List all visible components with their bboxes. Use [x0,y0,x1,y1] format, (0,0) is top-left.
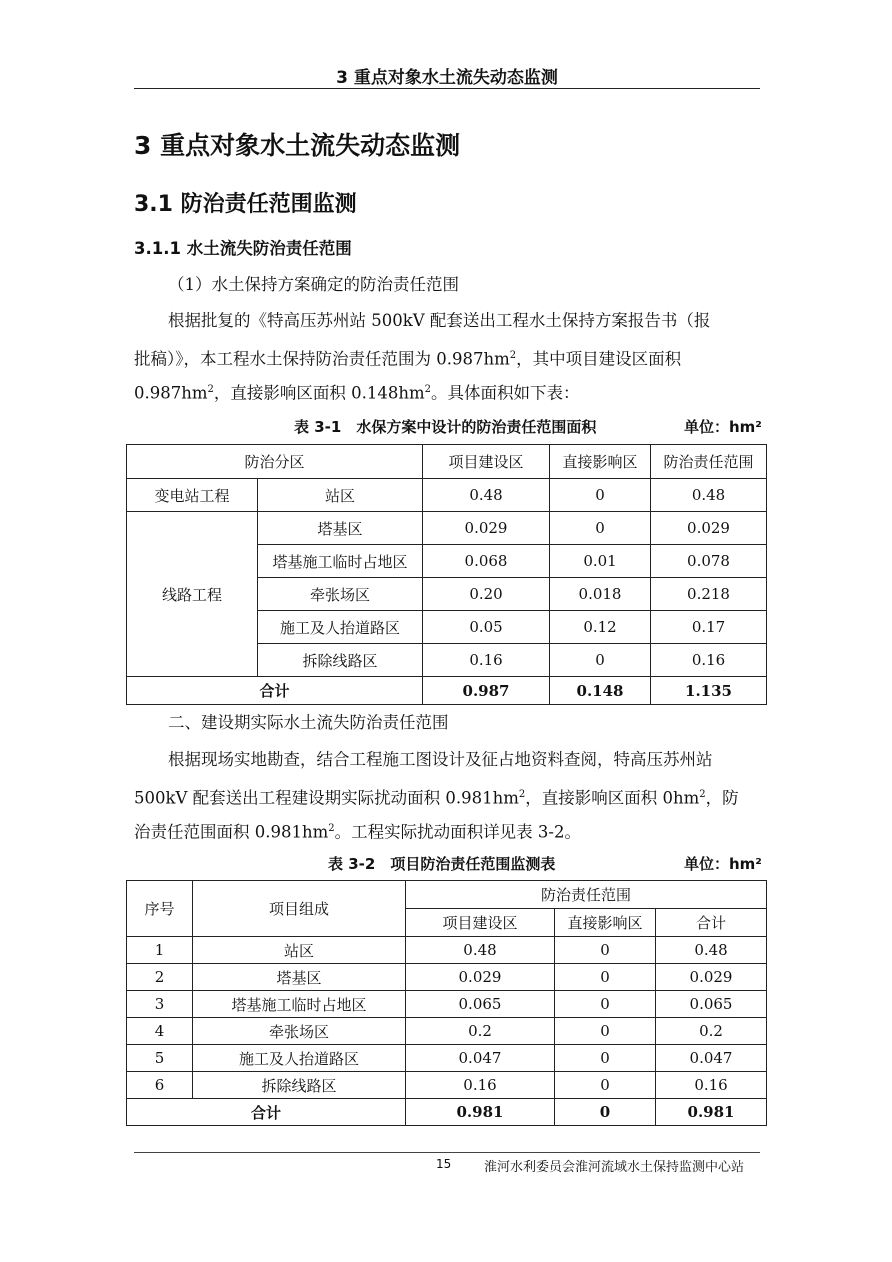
superscript: 2 [207,384,214,395]
value-cell: 0.48 [423,479,550,512]
index-cell: 6 [127,1072,193,1099]
value-cell: 0.48 [656,937,767,964]
value-cell: 0.48 [406,937,555,964]
value-cell: 0.16 [406,1072,555,1099]
value-cell: 0.065 [406,991,555,1018]
total-cell: 0.987 [423,677,550,705]
section-title: 3.1 防治责任范围监测 [134,192,357,217]
value-cell: 0.16 [656,1072,767,1099]
text-run: 治责任范围面积 0.981hm [134,822,329,842]
header-rule [134,88,760,89]
value-cell: 0.16 [423,644,550,677]
value-cell: 0.029 [651,512,767,545]
text-run: 批稿）》，本工程水土保持防治责任范围为 0.987hm [134,349,510,369]
value-cell: 0.047 [406,1045,555,1072]
value-cell: 0 [555,1072,656,1099]
total-label: 合计 [127,677,423,705]
header-cell: 直接影响区 [550,445,651,479]
page-number: 15 [436,1157,452,1171]
value-cell: 0.029 [406,964,555,991]
index-cell: 5 [127,1045,193,1072]
index-cell: 2 [127,964,193,991]
table1-unit: 单位：hm² [684,418,762,436]
total-cell: 0.148 [550,677,651,705]
value-cell: 0 [555,991,656,1018]
text-run: 。具体面积如下表： [431,383,580,403]
para-heading-2: 二、建设期实际水土流失防治责任范围 [168,713,449,732]
table2-unit: 单位：hm² [684,855,762,873]
value-cell: 0.047 [656,1045,767,1072]
footer-rule [134,1152,760,1153]
value-cell: 0 [555,1018,656,1045]
header-cell: 序号 [127,881,193,937]
zone-cell: 牵张场区 [258,578,423,611]
value-cell: 0 [555,937,656,964]
value-cell: 0.2 [656,1018,767,1045]
value-cell: 0.065 [656,991,767,1018]
header-cell: 项目建设区 [423,445,550,479]
value-cell: 0.018 [550,578,651,611]
value-cell: 0.48 [651,479,767,512]
header-cell: 直接影响区 [555,909,656,937]
value-cell: 0.218 [651,578,767,611]
superscript: 2 [518,789,526,800]
header-cell: 项目组成 [193,881,406,937]
total-cell: 0 [555,1099,656,1126]
superscript: 2 [509,350,517,361]
total-cell: 0.981 [656,1099,767,1126]
running-header: 3 重点对象水土流失动态监测 [336,68,558,88]
value-cell: 0.029 [656,964,767,991]
group-cell: 变电站工程 [127,479,258,512]
value-cell: 0.05 [423,611,550,644]
text-run: ，直接影响区面积 0.148hm [213,383,425,403]
text-run: 0.987hm [134,383,208,403]
value-cell: 0.12 [550,611,651,644]
item-cell: 牵张场区 [193,1018,406,1045]
zone-cell: 塔基施工临时占地区 [258,545,423,578]
value-cell: 0.17 [651,611,767,644]
item-cell: 站区 [193,937,406,964]
value-cell: 0 [550,644,651,677]
para4-line1: 根据现场实地勘查，结合工程施工图设计及征占地资料查阅，特高压苏州站 [168,750,713,769]
text-run: ，防 [705,788,739,808]
text-run: ，直接影响区面积 0hm [525,788,700,808]
para4-line2 [134,779,739,814]
total-cell: 0.981 [406,1099,555,1126]
superscript: 2 [328,823,335,834]
value-cell: 0.01 [550,545,651,578]
value-cell: 0.20 [423,578,550,611]
value-cell: 0.029 [423,512,550,545]
para2-line1: 根据批复的《特高压苏州站 500kV 配套送出工程水土保持方案报告书（报 [168,311,711,330]
table-3-2 [126,880,767,1126]
item-cell: 塔基区 [193,964,406,991]
value-cell: 0.16 [651,644,767,677]
item-cell: 塔基施工临时占地区 [193,991,406,1018]
group-cell: 线路工程 [127,512,258,677]
text-run: ，其中项目建设区面积 [516,349,682,369]
value-cell: 0.068 [423,545,550,578]
header-cell: 合计 [656,909,767,937]
value-cell: 0 [555,964,656,991]
value-cell: 0 [555,1045,656,1072]
total-label: 合计 [127,1099,406,1126]
table1-caption: 表 3-1 水保方案中设计的防治责任范围面积 [294,418,597,436]
value-cell: 0.2 [406,1018,555,1045]
value-cell: 0.078 [651,545,767,578]
total-cell: 1.135 [651,677,767,705]
chapter-title: 3 重点对象水土流失动态监测 [134,131,461,160]
zone-cell: 拆除线路区 [258,644,423,677]
index-cell: 1 [127,937,193,964]
header-group-cell: 防治责任范围 [406,881,767,909]
index-cell: 4 [127,1018,193,1045]
subsection-title: 3.1.1 水土流失防治责任范围 [134,239,352,258]
zone-cell: 塔基区 [258,512,423,545]
para4-line3 [134,813,581,848]
value-cell: 0 [550,479,651,512]
header-cell: 项目建设区 [406,909,555,937]
table-3-1 [126,444,767,705]
superscript: 2 [424,384,432,395]
superscript: 2 [699,789,706,800]
item-cell: 拆除线路区 [193,1072,406,1099]
text-run: 。工程实际扰动面积详见表 3-2。 [334,822,581,842]
item-cell: 施工及人抬道路区 [193,1045,406,1072]
index-cell: 3 [127,991,193,1018]
para-heading-1: （1）水土保持方案确定的防治责任范围 [168,275,459,294]
header-cell: 防治责任范围 [651,445,767,479]
para2-line3 [134,374,580,409]
para2-line2 [134,340,681,375]
text-run: 500kV 配套送出工程建设期实际扰动面积 0.981hm [134,788,519,808]
header-cell: 防治分区 [127,445,423,479]
zone-cell: 站区 [258,479,423,512]
table2-caption: 表 3-2 项目防治责任范围监测表 [328,855,556,873]
footer-organization: 淮河水利委员会淮河流域水土保持监测中心站 [484,1160,745,1175]
value-cell: 0 [550,512,651,545]
zone-cell: 施工及人抬道路区 [258,611,423,644]
